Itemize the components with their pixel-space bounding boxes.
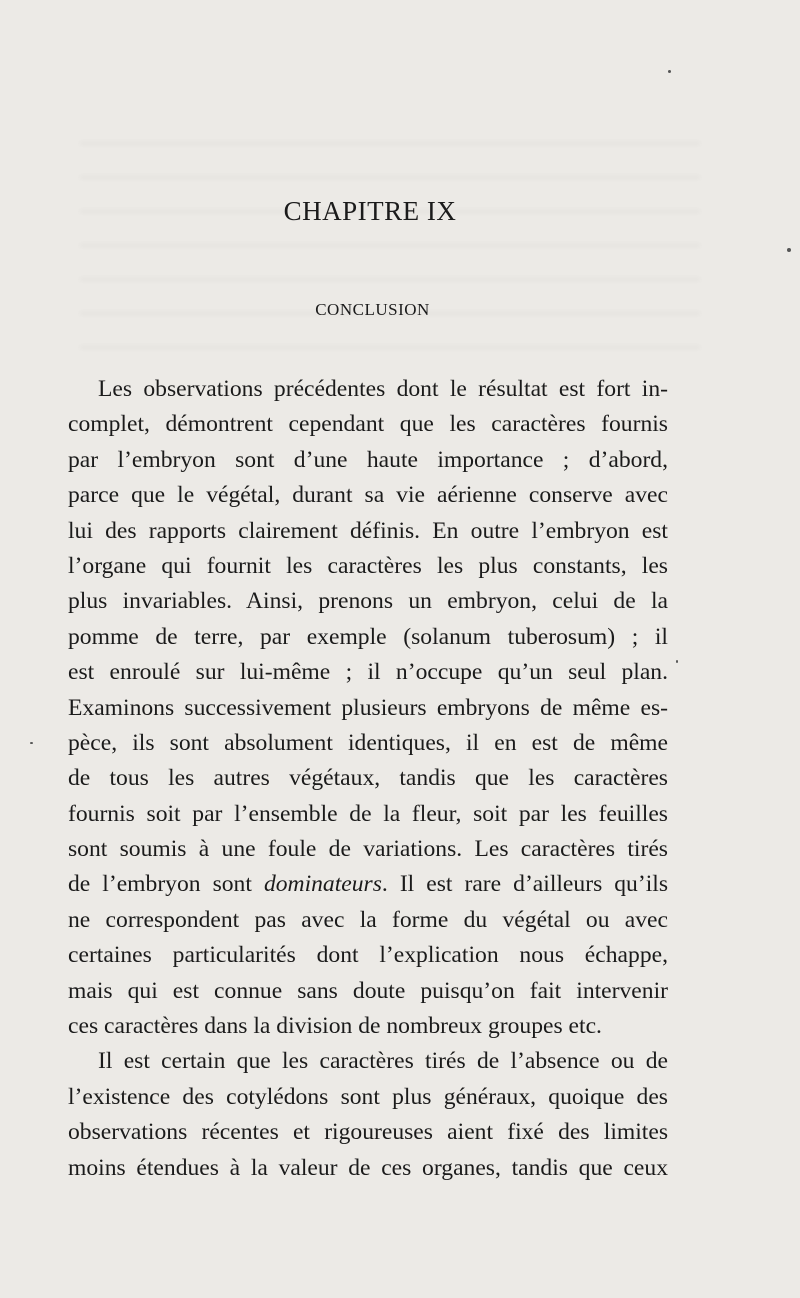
text-line-content: Les observations précédentes dont le résultat est fort in- [98,376,668,402]
text-line [68,514,668,549]
text-line-content: ces caractères dans la division de nombreux groupes etc. [68,1013,602,1040]
body-text [68,372,668,1186]
text-line-content: lui des rapports clairement définis. En outre l’embryon est [68,517,668,544]
text-line-content: par l’embryon sont d’une haute importance ; d’abord, [68,446,668,473]
text-line [68,1044,668,1079]
text-line-content: ne correspondent pas avec la forme du végétal ou avec [68,906,668,933]
text-line [68,867,668,902]
text-line [68,797,668,832]
text-line-content: Il est certain que les caractères tirés de l’absence ou de [98,1048,668,1075]
text-line [68,1009,668,1044]
text-line [68,655,668,690]
bleed-through-text [80,120,700,380]
text-line-content: pomme de terre, par exemple (solanum tuberosum) ; il [68,623,668,650]
text-line-content: l’existence des cotylédons sont plus généraux, quoique des [68,1083,668,1110]
text-line [68,620,668,655]
text-line [68,938,668,973]
text-line [68,584,668,619]
emphasized-word: dominateurs [263,871,382,898]
text-line-content: sont soumis à une foule de variations. Les caractères tirés [68,836,668,863]
chapter-title: CHAPITRE IX [283,196,457,226]
text-line [68,443,668,478]
text-line-content: Examinons successivement plusieurs embryons de même es- [68,694,668,721]
text-line-content: mais qui est connue sans doute puisqu’on fait intervenir [68,977,668,1004]
text-line-content: fournis soit par l’ensemble de la fleur, soit par les feuilles [68,800,668,827]
text-line-content: complet, démontrent cependant que les caractères fournis [68,411,668,438]
section-title: CONCLUSION [315,300,430,319]
text-line [68,726,668,761]
paper-speck [676,660,678,663]
text-line [68,974,668,1009]
text-line [68,691,668,726]
paper-speck [787,248,791,252]
text-line [68,1151,668,1186]
text-line-content: plus invariables. Ainsi, prenons un embryon, celui de la [68,588,668,615]
text-line [68,761,668,796]
text-line-content: de tous les autres végétaux, tandis que les caractères [68,765,668,792]
paper-speck [668,70,671,73]
text-line-continuation: . Il est rare d’ailleurs qu’ils [381,871,669,898]
text-line-content: parce que le végétal, durant sa vie aérienne conserve avec [68,482,668,509]
text-line [68,1080,668,1115]
text-line-content: observations récentes et rigoureuses aient fixé des limites [68,1119,668,1146]
text-line-content: moins étendues à la valeur de ces organes, tandis que ceux [68,1154,668,1181]
text-line-content: l’organe qui fournit les caractères les plus constants, les [68,552,668,579]
text-line [68,549,668,584]
text-line [68,372,668,407]
text-line-content: de l’embryon sont [68,871,264,898]
text-line [68,407,668,442]
text-line [68,1115,668,1150]
text-line [68,478,668,513]
text-line-content: pèce, ils sont absolument identiques, il en est de même [68,729,668,756]
paper-speck [30,742,33,744]
text-line [68,903,668,938]
text-line-content: certaines particularités dont l’explication nous échappe, [68,942,668,969]
text-line-content: est enroulé sur lui-même ; il n’occupe qu’un seul plan. [68,659,668,686]
text-line [68,832,668,867]
